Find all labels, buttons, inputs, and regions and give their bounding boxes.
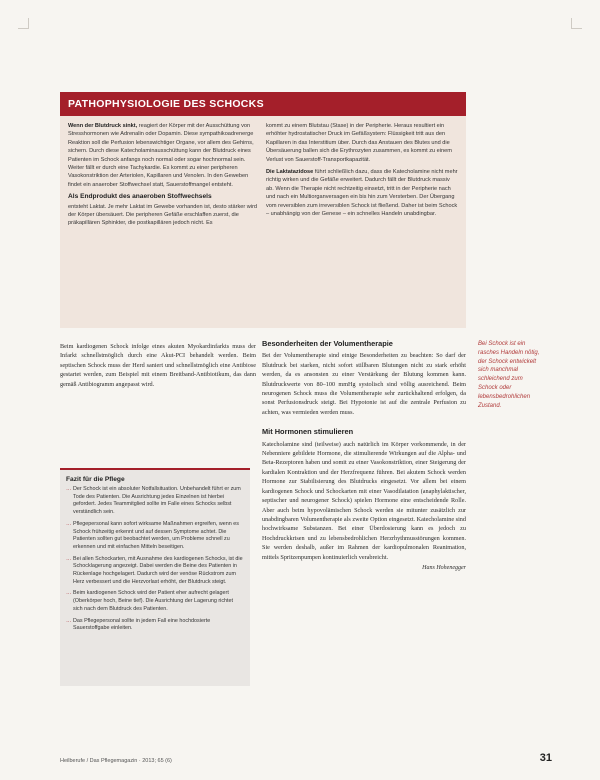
bullet-marker: … xyxy=(66,520,72,527)
main-left-paragraph: Beim kardiogenen Schock infolge eines akuten Myokardinfarkts muss der Infarkt schnellstmöglich durch eine Akut-PCI behandelt werden. Beim septischen Schock muss der Herd saniert und schnellstmöglich eine Antibiose gestartet werden, zum Beispiel mit einem Breitband-Antibiotikum, das dann gemäß Antibiogramm angepasst wird. xyxy=(60,343,256,388)
pathophysiology-box xyxy=(60,92,466,328)
crop-mark-top-right xyxy=(571,18,582,29)
care-summary-list xyxy=(60,486,250,633)
pathophysiology-right-column xyxy=(266,122,458,222)
main-right-column xyxy=(262,339,466,573)
author-name: Hans Hohenegger xyxy=(422,564,466,571)
section-title-volumentherapie: Besonderheiten der Volumentherapie xyxy=(262,339,393,348)
care-summary-item xyxy=(66,590,244,613)
care-summary-item xyxy=(66,618,244,633)
care-summary-item-text: Bei allen Schockarten, mit Ausnahme des kardiogenen Schocks, ist die Schocklagerung angezeigt. Dabei werden die Beine des Patienten in Rückenlage hochgelagert. Dadurch wird der venöse Rückstrom zum Herz verbessert und die Herzvorlast erhöht, der Blutdruck steigt. xyxy=(73,555,243,585)
pathophysiology-paragraph-3: kommt zu einem Blutstau (Stase) in der Peripherie. Heraus resultiert ein erhöhter hydrostatischer Druck im Gefäßsystem: Flüssigkeit tritt aus den Kapillaren in das Interstitium über. Durch das Anstauen des Blutes und die Übersäuerung ballen sich die Erythrozyten zusammen, es kommt zu einem Verlust von Sauerstoff-Transportkapazität. xyxy=(266,123,452,163)
section-body-volumentherapie: Bei der Volumentherapie sind einige Besonderheiten zu beachten: So darf der Blutdruck bei starken, nicht sofort stillbaren Blutungen nicht zu stark erhöht werden, da es ansonsten zu einer Verstärkung der Blutung kommen kann. Blutdruckwerte von 80–100 mmHg systolisch sind völlig ausreichend. Beim neurogenen Schock muss die Volumentherapie sehr zurückhaltend erfolgen, da sonst Perfusionsdruck steigt. Bei Hypotonie ist auf die zentrale Perfusion zu achten, was vermieden werden muss. xyxy=(262,352,466,416)
section-body-hormone: Katecholamine sind (teilweise) auch natürlich im Körper vorkommende, in der Nebenniere gebildete Hormone, die stimulierende Wirkungen auf die Alpha- und Beta-Rezeptoren haben und somit zu einer Vasokonstriktion, einer Steigerung der kardialen Kontraktion und der Herzfrequenz führen. Bei akutem Schock werden Hormone zur Stabilisierung des Blutdrucks eingesetzt. Vor allem bei einem kardiogenen Schock und Schockarten mit einer Vasodilatation (anaphylaktischer, septischer und neurogener Schock) spielen Hormone eine entscheidende Rolle. Aber auch beim hypovolämischen Schock werden sie mitunter zusätzlich zur unabdingbaren Volumentherapie als zweite Option eingesetzt. Katecholamine sind hochwirksame Substanzen. Bei einer Überdosierung kann es jedoch zu Hochdruckkrisen und zu lebensbedrohlichen Herzrhythmusstörungen kommen. Sie werden deshalb, außer im Rahmen der kardiopulmonalen Reanimation, mittels Spritzenpumpen kontinuierlich verabreicht. xyxy=(262,440,466,561)
main-left-column xyxy=(60,342,256,389)
care-summary-item-text: Das Pflegepersonal sollte in jedem Fall eine hochdosierte Sauerstoffgabe einleiten. xyxy=(73,617,211,632)
pathophysiology-header: PATHOPHYSIOLOGIE DES SCHOCKS xyxy=(60,92,466,116)
side-note: Bei Schock ist ein rasches Handeln nötig, der Schock entwickelt sich manchmal schleichend zum Schock oder lebensbedrohlichen Zustand. xyxy=(478,341,540,409)
pathophysiology-p4-text: führt schließlich dazu, dass die Katecholamine nicht mehr richtig wirken und die Gefäße erweitert. Dadurch fällt der Blutdruck massiv ab. Wenn die Therapie nicht rechtzeitig einsetzt, tritt in der Peripherie nach und nach ein Multiorganversagen ein bis hin zum Versterben. Der Übergang vom reversiblen zum irreversiblen Schock ist fließend. Daher ist beim Schock – unabhängig von der Genese – ein schnelles Handeln unabdingbar. xyxy=(266,169,458,218)
care-summary-item xyxy=(66,521,244,552)
crop-mark-top-left xyxy=(18,18,29,29)
pathophysiology-left-column xyxy=(68,122,258,232)
care-summary-item xyxy=(66,556,244,587)
footer-publication: Heilberufe / Das Pflegemagazin · 2013; 65 (6) xyxy=(60,758,172,764)
care-summary-item-text: Der Schock ist ein absoluter Notfallsituation. Unbehandelt führt er zum Tode des Patienten. Die Ausrichtung jedes Einzelnen ist hierbei gefordert. Jedes Teammitglied sollte im Falle eines Schocks selbst verständlich sein. xyxy=(73,486,241,516)
care-summary-box xyxy=(60,468,250,686)
pathophysiology-paragraph-4 xyxy=(266,168,458,218)
pathophysiology-paragraph-2: entsteht Laktat. Je mehr Laktat im Gewebe vorhanden ist, desto stärker wird der Körper übersäuert. Die peripheren Gefäße erschlaffen zuerst, die präkapillären Sphinkter, die postkapillären jedoch nicht. Es xyxy=(68,203,258,227)
pathophysiology-paragraph-1 xyxy=(68,122,258,189)
pathophysiology-p4-lead: Die Laktatazidose xyxy=(266,169,314,176)
bullet-marker: … xyxy=(66,486,72,492)
section-title-hormone: Mit Hormonen stimulieren xyxy=(262,427,354,437)
care-summary-item xyxy=(66,486,244,517)
pathophysiology-p1-lead: Wenn der Blutdruck sinkt, xyxy=(68,123,138,129)
bullet-marker: … xyxy=(66,590,72,597)
care-summary-item-text: Pflegepersonal kann sofort wirksame Maßnahmen ergreifen, wenn es Schock frühzeitig erkennt und auf dessen Symptome achtet. Die Patienten sollten gut beobachtet werden, um Probleme schnell zu erkennen und mit einfachen Mitteln beseitigen. xyxy=(73,520,239,550)
care-summary-title: Fazit für die Pflege xyxy=(66,476,125,483)
pathophysiology-subhead-endprodukt: Als Endprodukt des anaeroben Stoffwechsels xyxy=(68,193,212,201)
page-number: 31 xyxy=(539,752,552,764)
care-summary-item-text: Beim kardiogenen Schock wird der Patient eher aufrecht gelagert (Oberkörper hoch, Beine tief). Die Ausrichtung der Lagerung richtet sich nach dem Blutdruck des Patienten. xyxy=(73,590,234,612)
bullet-marker: … xyxy=(66,555,72,562)
bullet-marker: … xyxy=(66,617,72,624)
pathophysiology-p1-text: reagiert der Körper mit der Ausschüttung von Stresshormonen wie Adrenalin oder Dopamin. Diese sympathikoadrenerge Reaktion soll die Perfusion lebenswichtiger Organe, vor allem des Gehirns, sichern. Durch diese Katecholaminausschüttung kann der Blutdruck eines Patienten im Schock anfangs noch normal oder sogar hochnormal sein. Weiter fällt er durch eine Tachykardie. Es kommt zu einer peripheren Vasokonstriktion der Arteriolen, Kapillaren und Venolen. In den Geweben findet ein anaerober Stoffwechsel statt, Sauerstoffmangel entsteht. xyxy=(68,123,254,188)
